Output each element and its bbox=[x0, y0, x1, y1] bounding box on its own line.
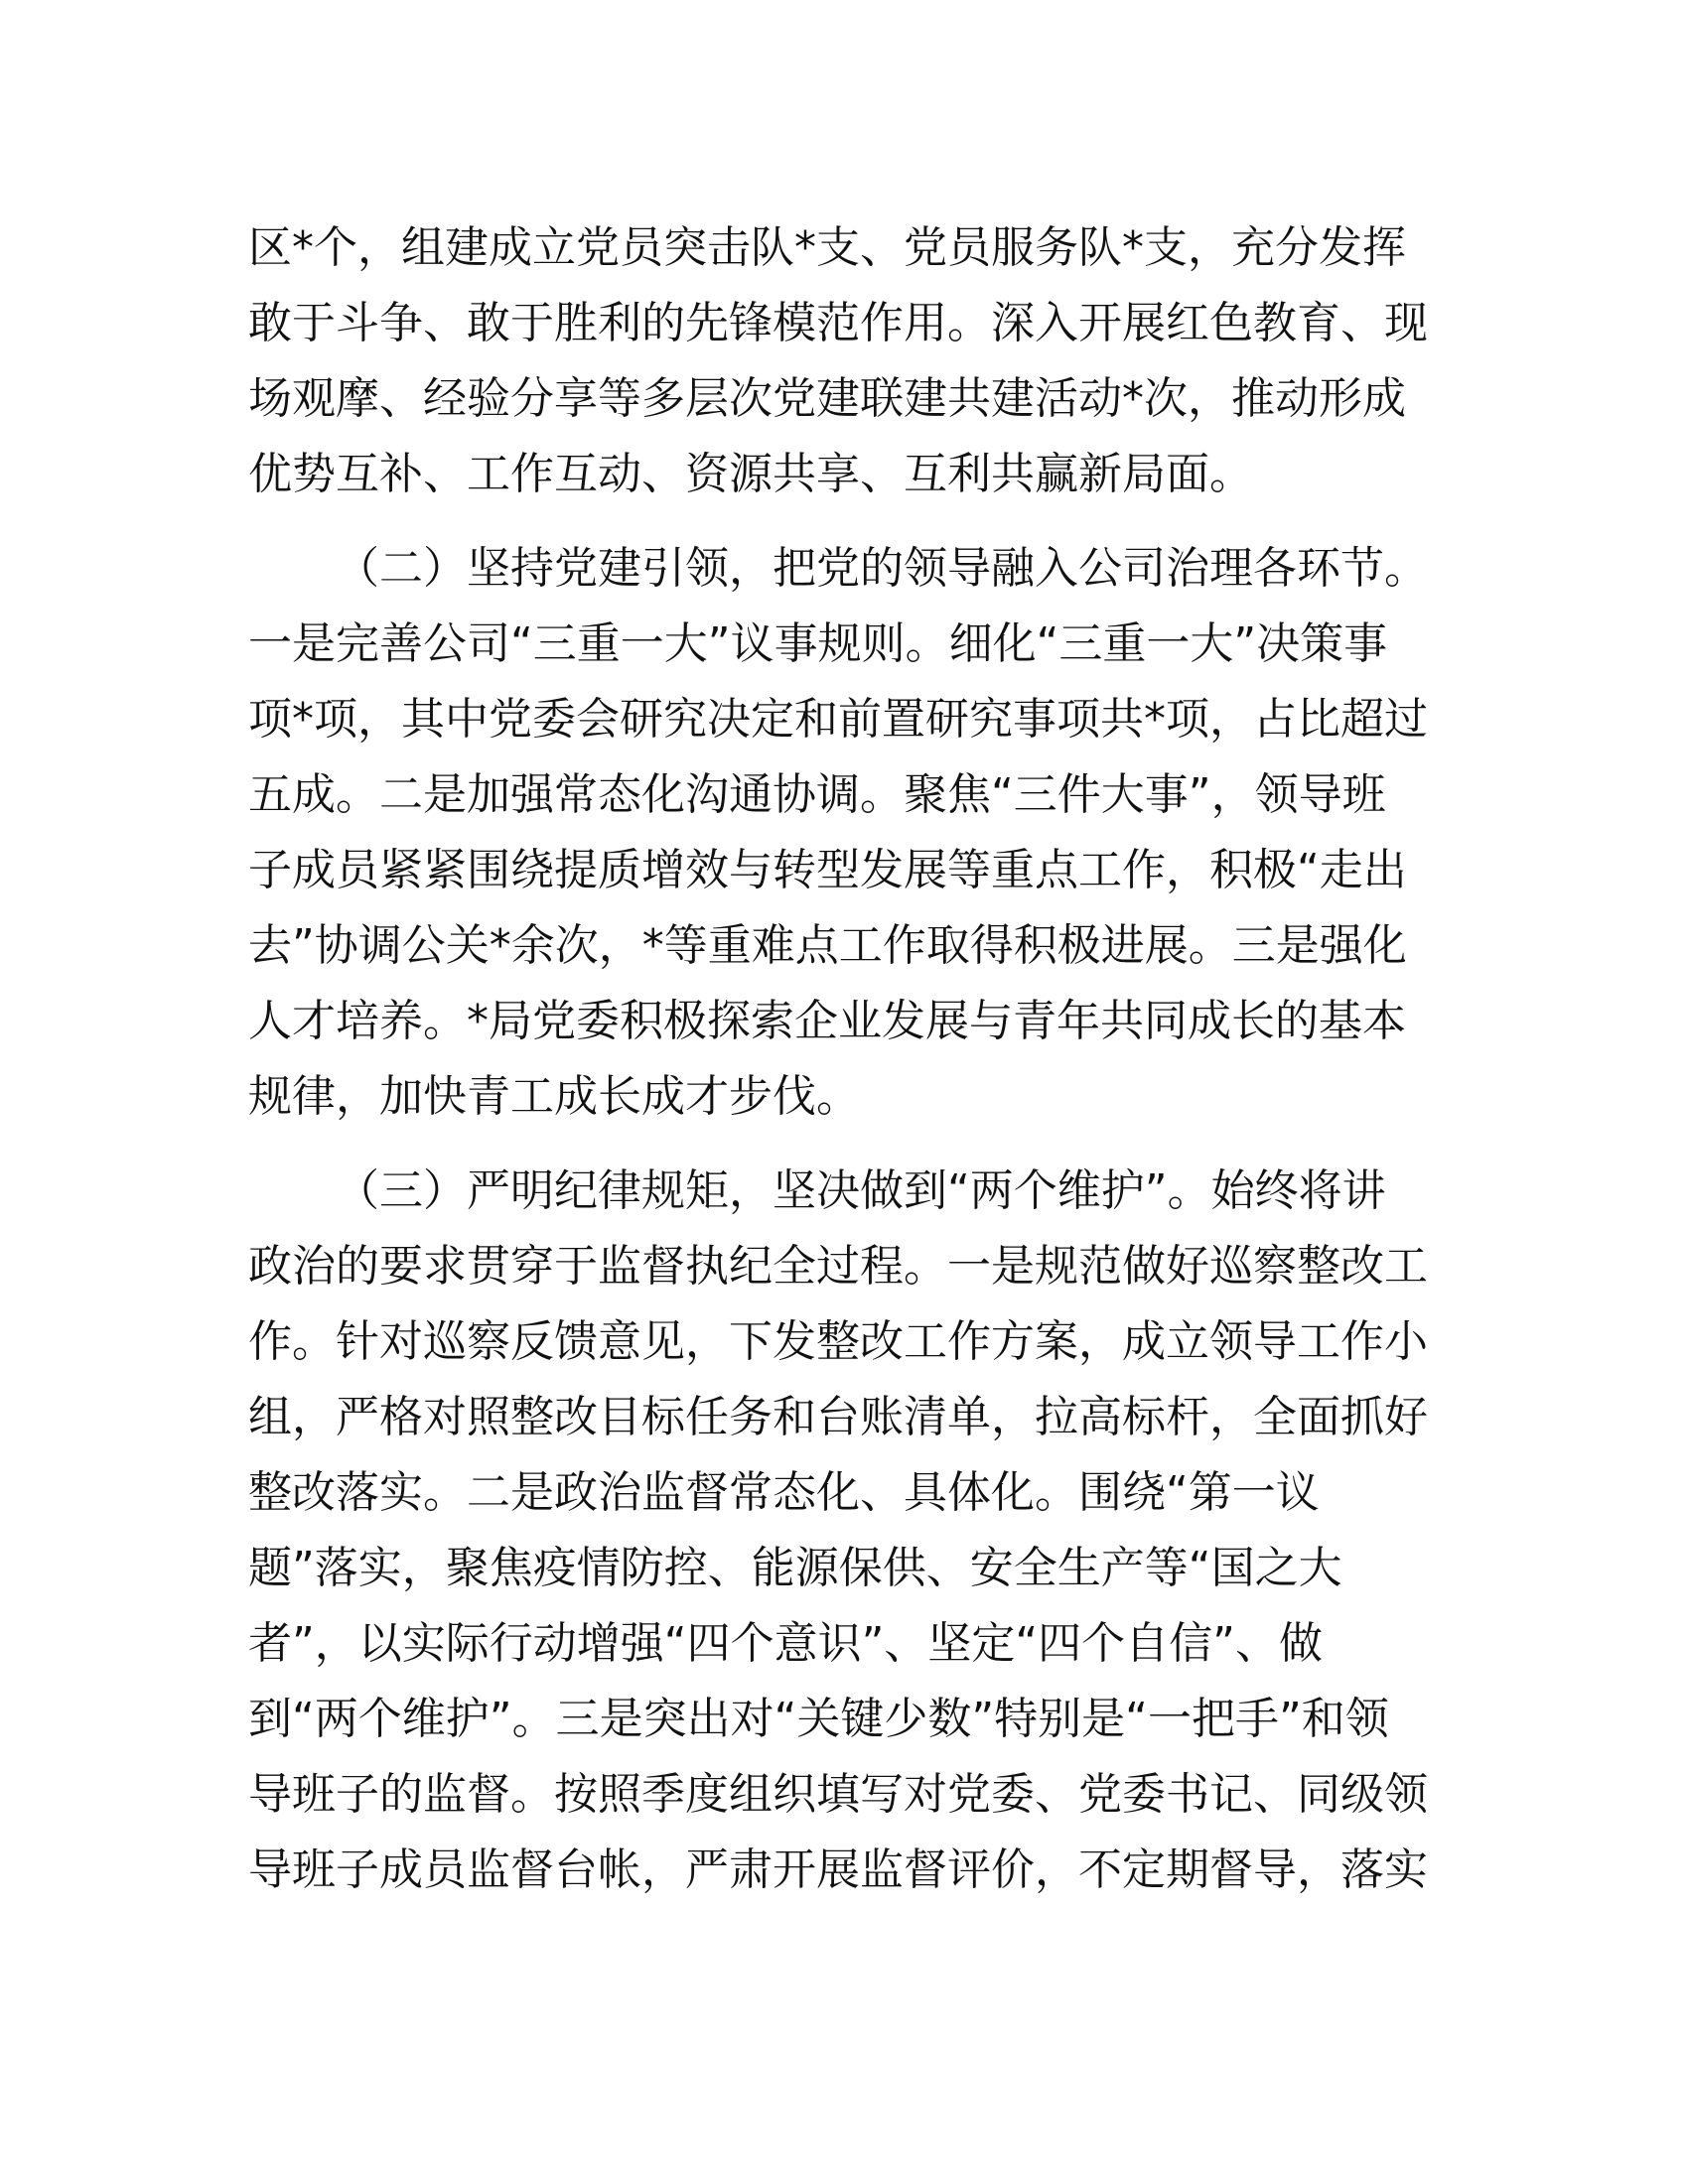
paragraph-gap bbox=[248, 512, 1440, 531]
text-line: 导班子成员监督台帐，严肃开展监督评价，不定期督导，落实 bbox=[248, 1844, 1428, 1895]
text-line: 敢于斗争、敢于胜利的先锋模范作用。深入开展红色教育、现 bbox=[248, 298, 1428, 348]
text-line: 一是完善公司“三重一大”议事规则。细化“三重一大”决策事 bbox=[248, 618, 1388, 669]
text-line: 场观摩、经验分享等多层次党建联建共建活动*次，推动形成 bbox=[248, 373, 1406, 424]
text-line: 五成。二是加强常态化沟通协调。聚焦“三件大事”，领导班 bbox=[248, 769, 1386, 820]
text-line: 区*个，组建成立党员突击队*支、党员服务队*支，充分发挥 bbox=[248, 222, 1406, 273]
paragraph-continued bbox=[248, 210, 1440, 512]
paragraph-section-3 bbox=[248, 1154, 1440, 1908]
document-body bbox=[248, 210, 1440, 1908]
section-heading-line: （三）严明纪律规矩，坚决做到“两个维护”。始终将讲 bbox=[336, 1165, 1386, 1216]
section-heading-line: （二）坚持党建引领，把党的领导融入公司治理各环节。 bbox=[336, 543, 1428, 594]
text-line: 优势互补、工作互动、资源共享、互利共赢新局面。 bbox=[248, 449, 1253, 499]
text-line: 作。针对巡察反馈意见，下发整改工作方案，成立领导工作小 bbox=[248, 1316, 1428, 1367]
text-line: 政治的要求贯穿于监督执纪全过程。一是规范做好巡察整改工 bbox=[248, 1241, 1428, 1292]
text-line: 项*项，其中党委会研究决定和前置研究事项共*项，占比超过 bbox=[248, 694, 1428, 745]
text-line: 去”协调公关*余次，*等重难点工作取得积极进展。三是强化 bbox=[248, 920, 1407, 971]
text-line: 导班子的监督。按照季度组织填写对党委、党委书记、同级领 bbox=[248, 1769, 1428, 1820]
text-line: 者”，以实际行动增强“四个意识”、坚定“四个自信”、做 bbox=[248, 1618, 1323, 1669]
text-line: 子成员紧紧围绕提质增效与转型发展等重点工作，积极“走出 bbox=[248, 845, 1407, 895]
text-line: 到“两个维护”。三是突出对“关键少数”特别是“一把手”和领 bbox=[248, 1694, 1389, 1744]
text-line: 组，严格对照整改目标任务和台账清单，拉高标杆，全面抓好 bbox=[248, 1392, 1428, 1442]
paragraph-section-2 bbox=[248, 531, 1440, 1135]
paragraph-gap bbox=[248, 1135, 1440, 1154]
text-line: 规律，加快青工成长成才步伐。 bbox=[248, 1071, 860, 1122]
text-line: 题”落实，聚焦疫情防控、能源保供、安全生产等“国之大 bbox=[248, 1543, 1342, 1593]
text-line: 整改落实。二是政治监督常态化、具体化。围绕“第一议 bbox=[248, 1467, 1320, 1518]
text-line: 人才培养。*局党委积极探索企业发展与青年共同成长的基本 bbox=[248, 996, 1406, 1046]
